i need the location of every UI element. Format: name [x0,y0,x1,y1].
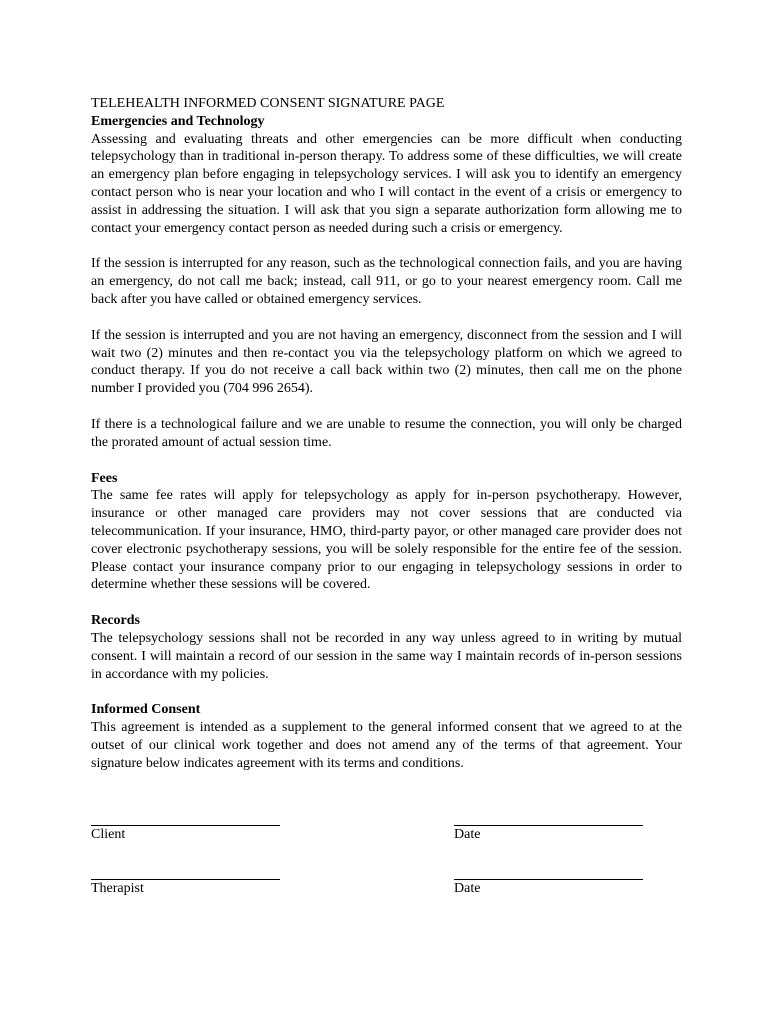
section-spacer [91,452,682,470]
client-date-label: Date [454,827,481,842]
section-emergencies-technology [91,113,682,452]
therapist-date-label: Date [454,881,481,896]
section-heading-fees: Fees [91,470,118,486]
section-records [91,612,682,683]
section-heading-informed-consent: Informed Consent [91,702,201,718]
section-spacer [91,594,682,612]
paragraph-records: The telepsychology sessions shall not be recorded in any way unless agreed to in writing by mutual consent. I will maintain a record of our session in the same way I maintain records of in-person sessions in accordance with my policies. [91,630,682,682]
therapist-date-block [454,862,644,898]
therapist-signature-line[interactable] [91,862,280,880]
paragraph-spacer [91,309,682,327]
client-signature-block [91,808,281,844]
therapist-signature-row [91,862,651,916]
signature-area [91,808,651,916]
paragraph-spacer [91,237,682,255]
section-heading-records: Records [91,613,140,629]
paragraph-technological-failure: If there is a technological failure and we are unable to resume the connection, you will only be charged the prorated amount of actual session time. [91,416,682,450]
client-label: Client [91,827,126,842]
client-signature-line[interactable] [91,808,280,826]
paragraph-informed-consent: This agreement is intended as a supplement to the general informed consent that we agreed to at the outset of our clinical work together and does not amend any of the terms of that agreement. Your signature below indicates agreement with its terms and conditions. [91,720,682,771]
section-heading-emergencies: Emergencies and Technology [91,113,265,129]
paragraph-spacer [91,398,682,416]
section-fees [91,470,682,595]
paragraph-emergency-plan: Assessing and evaluating threats and other emergencies can be more difficult when conducting telepsychology than in traditional in-person therapy. To address some of these difficulties, we will create an emergency plan before engaging in telepsychology services. I will ask you to identify an emergency contact person who is near your location and who I will contact in the event of a crisis or emergency to assist in addressing the situation. I will ask that you sign a separate authorization form allowing me to contact your emergency contact person as needed during such a crisis or emergency. [91,131,682,236]
client-signature-row [91,808,651,862]
therapist-signature-block [91,862,281,898]
paragraph-session-interrupted-no-emergency: If the session is interrupted and you are not having an emergency, disconnect from the session and I will wait two (2) minutes and then re-contact you via the telepsychology platform on which we agreed to conduct therapy. If you do not receive a call back within two (2) minutes, then call me on the phone number I provided you (704 996 2654). [91,327,682,397]
client-date-line[interactable] [454,808,643,826]
client-date-block [454,808,644,844]
page-title: TELEHEALTH INFORMED CONSENT SIGNATURE PAGE [91,96,445,111]
therapist-label: Therapist [91,881,144,896]
paragraph-fees: The same fee rates will apply for telepsychology as apply for in-person psychotherapy. However, insurance or other managed care providers may not cover sessions that are conducted via telecommunication. If your insurance, HMO, third-party payor, or other managed care provider does not cover electronic psychotherapy sessions, you will be solely responsible for the entire fee of the session. Please contact your insurance company prior to our engaging in telepsychology sessions in order to determine whether these sessions will be covered. [91,488,682,593]
section-informed-consent [91,701,682,772]
paragraph-session-interrupted-emergency: If the session is interrupted for any reason, such as the technological connection fails, and you are having an emergency, do not call me back; instead, call 911, or go to your nearest emergency room. Call me back after you have called or obtained emergency services. [91,256,682,307]
section-spacer [91,683,682,701]
consent-document [91,95,682,773]
therapist-date-line[interactable] [454,862,643,880]
